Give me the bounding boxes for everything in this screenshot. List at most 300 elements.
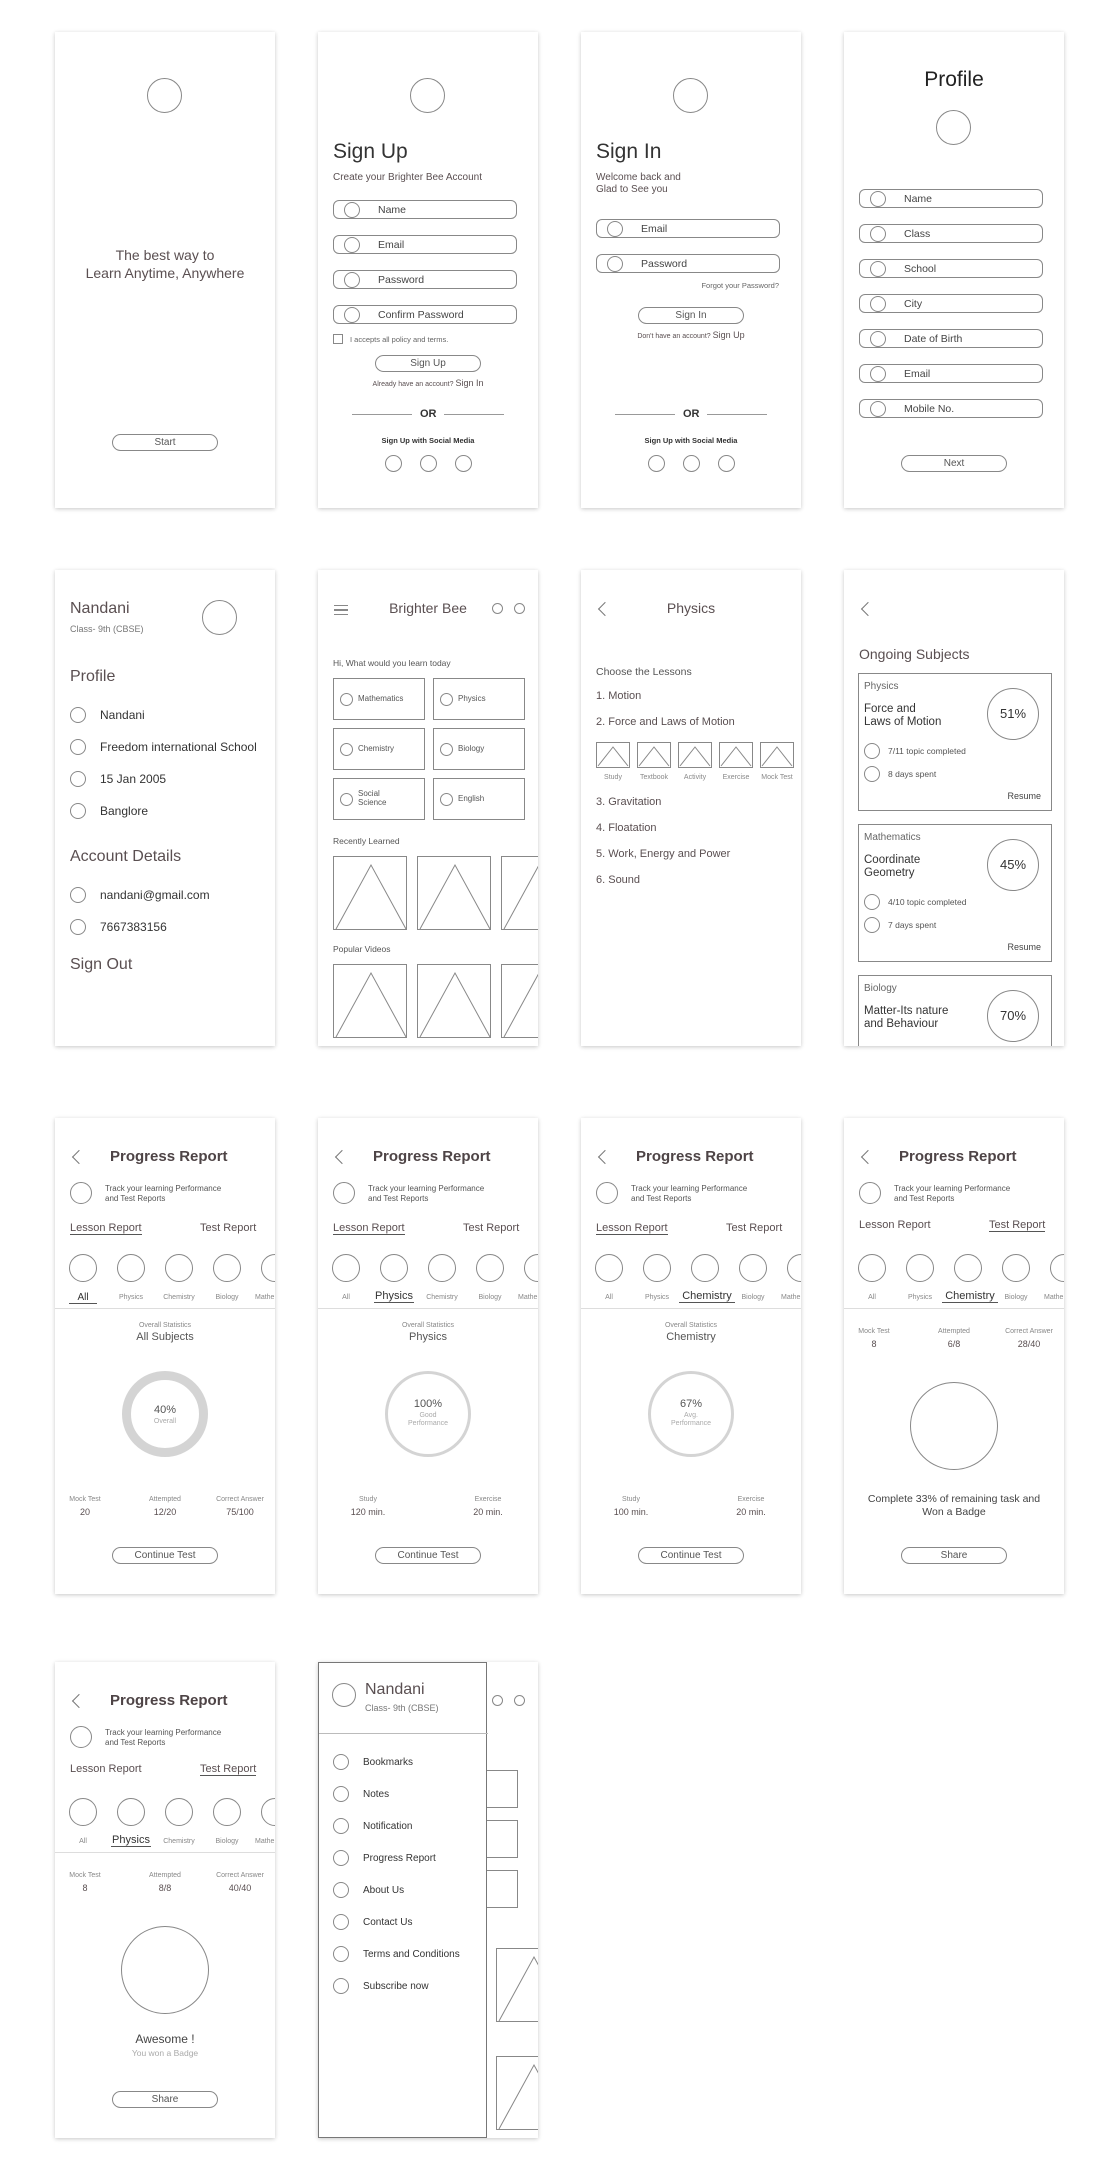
resume-button[interactable]: Resume xyxy=(1007,942,1041,952)
social-icon-1[interactable] xyxy=(385,455,402,472)
user-icon xyxy=(344,202,360,218)
calendar-icon xyxy=(870,331,886,347)
email-field[interactable]: Email xyxy=(859,364,1043,383)
filter-label[interactable]: Mathe xyxy=(518,1294,538,1301)
filter-label[interactable]: Mathe xyxy=(781,1294,801,1301)
divider-left xyxy=(352,414,412,415)
user-icon xyxy=(870,191,886,207)
tab-lesson-report[interactable]: Lesson Report xyxy=(859,1219,931,1231)
chemistry-icon xyxy=(340,743,353,756)
side-drawer: Nandani Class- 9th (CBSE) Bookmarks Notes Notification Progress Report About Us Contact Us Terms and Conditions Subscribe now xyxy=(318,1662,487,2138)
profile-form-screen xyxy=(844,32,1064,508)
background-thumbnail xyxy=(496,1948,538,2022)
lesson-item[interactable]: 3. Gravitation xyxy=(596,796,662,808)
share-button[interactable]: Share xyxy=(112,2091,218,2108)
filter-label[interactable]: All xyxy=(605,1294,613,1301)
social-icon-2[interactable] xyxy=(420,455,437,472)
filter-physics-icon[interactable] xyxy=(906,1254,934,1282)
continue-test-button[interactable]: Continue Test xyxy=(638,1547,744,1564)
track-line2: and Test Reports xyxy=(631,1194,692,1203)
email-icon xyxy=(870,366,886,382)
filter-label[interactable]: Chemistry xyxy=(679,1290,735,1303)
filter-biology-icon[interactable] xyxy=(1002,1254,1030,1282)
lesson-type-textbook[interactable] xyxy=(637,742,671,768)
resume-button[interactable]: Resume xyxy=(1007,791,1041,801)
user-icon xyxy=(70,707,86,723)
choose-lessons-heading: Choose the Lessons xyxy=(596,666,692,678)
email-field[interactable]: Email xyxy=(596,219,780,238)
performance-sublabel-1: Avg. xyxy=(684,1412,698,1419)
password-field[interactable]: Password xyxy=(333,270,517,289)
physics-title: Physics xyxy=(666,600,716,616)
filter-mathematics-icon[interactable] xyxy=(787,1254,801,1282)
tab-test-report[interactable]: Test Report xyxy=(726,1222,783,1234)
filter-label[interactable]: Chemistry xyxy=(163,1294,195,1301)
stat-label: Mock Test xyxy=(69,1872,101,1879)
filter-label[interactable]: Physics xyxy=(112,1834,150,1846)
filter-all-icon[interactable] xyxy=(332,1254,360,1282)
profile-heading: Profile xyxy=(70,668,116,685)
logo-placeholder xyxy=(410,78,445,113)
track-line1: Track your learning Performance xyxy=(894,1184,1011,1193)
bell-icon xyxy=(333,1818,349,1834)
policy-checkbox[interactable] xyxy=(333,334,343,344)
email-icon xyxy=(607,221,623,237)
filter-chemistry-icon[interactable] xyxy=(428,1254,456,1282)
video-thumbnail-1[interactable] xyxy=(333,964,407,1038)
stat-label: Attempted xyxy=(149,1496,181,1503)
divider-right xyxy=(707,414,767,415)
or-divider: OR xyxy=(683,408,700,420)
avatar[interactable] xyxy=(202,600,237,635)
progress-circle: 70% xyxy=(987,990,1039,1042)
badge-message-line2: Won a Badge xyxy=(922,1506,986,1518)
tabs-divider xyxy=(318,1308,538,1309)
card-topic-line1: Coordinate xyxy=(864,854,921,866)
physics-icon xyxy=(440,693,453,706)
signup-link[interactable]: Sign Up xyxy=(712,330,745,340)
avatar-placeholder[interactable] xyxy=(936,110,971,145)
card-topic-line1: Matter-Its nature xyxy=(864,1005,949,1017)
filter-biology-icon[interactable] xyxy=(213,1254,241,1282)
badge-placeholder xyxy=(121,1926,209,2014)
user-class: Class- 9th (CBSE) xyxy=(70,624,144,634)
stat-value: 75/100 xyxy=(226,1507,254,1517)
lesson-type-mock-test[interactable] xyxy=(760,742,794,768)
card-topic-line2: and Behaviour xyxy=(864,1018,939,1030)
math-icon xyxy=(340,693,353,706)
user-name: Nandani xyxy=(70,600,130,617)
progress-title: Progress Report xyxy=(373,1148,491,1165)
back-arrow-icon[interactable] xyxy=(861,602,875,616)
signout-button[interactable]: Sign Out xyxy=(70,956,133,973)
performance-sublabel-1: Good xyxy=(419,1412,437,1419)
clock-icon xyxy=(864,766,880,782)
card-subject: Biology xyxy=(864,983,897,994)
filter-physics-icon[interactable] xyxy=(380,1254,408,1282)
confirm-password-field[interactable]: Confirm Password xyxy=(333,305,517,324)
stat-value: 28/40 xyxy=(1017,1339,1041,1349)
logo-placeholder xyxy=(147,78,182,113)
profile-view-screen: Nandani Class- 9th (CBSE) Profile Nandani Freedom international School 15 Jan 2005 Banglore Account Details nandani@gmail.com 7667383156 Sign Out xyxy=(55,570,275,1046)
tagline-line2: Learn Anytime, Anywhere xyxy=(85,265,245,281)
next-button[interactable]: Next xyxy=(901,455,1007,472)
tabs-divider xyxy=(55,1308,275,1309)
filter-label[interactable]: Chemistry xyxy=(942,1290,998,1303)
report-icon xyxy=(596,1182,618,1204)
lesson-item[interactable]: 2. Force and Laws of Motion xyxy=(596,716,735,728)
search-icon[interactable] xyxy=(492,603,503,614)
stat-label: Correct Answer xyxy=(1005,1328,1053,1335)
social-icon-2[interactable] xyxy=(683,455,700,472)
overall-statistics-label: Overall Statistics xyxy=(401,1322,455,1329)
stat-value: 20 min. xyxy=(473,1507,503,1517)
lesson-type-exercise[interactable] xyxy=(719,742,753,768)
school-field[interactable]: School xyxy=(859,259,1043,278)
continue-test-button[interactable]: Continue Test xyxy=(375,1547,481,1564)
filter-label[interactable]: All xyxy=(79,1838,87,1845)
performance-sublabel-2: Performance xyxy=(407,1420,449,1427)
filter-label[interactable]: Biology xyxy=(215,1294,239,1301)
filter-mathematics-icon[interactable] xyxy=(524,1254,538,1282)
subject-english[interactable]: English xyxy=(433,778,525,820)
stat-label: Correct Answer xyxy=(216,1872,264,1879)
progress-circle: 45% xyxy=(987,839,1039,891)
signin-screen xyxy=(581,32,801,508)
filter-physics-icon[interactable] xyxy=(643,1254,671,1282)
email-field[interactable]: Email xyxy=(333,235,517,254)
progress-title: Progress Report xyxy=(636,1148,754,1165)
filter-all-icon[interactable] xyxy=(858,1254,886,1282)
overall-statistics-label: Overall Statistics xyxy=(664,1322,718,1329)
stat-value: 120 min. xyxy=(350,1507,386,1517)
type-label: Exercise xyxy=(722,774,750,781)
calendar-icon xyxy=(70,771,86,787)
card-topic-line1: Force and xyxy=(864,703,916,715)
type-label: Textbook xyxy=(639,774,669,781)
progress-report-physics xyxy=(318,1118,538,1594)
filter-biology-icon[interactable] xyxy=(476,1254,504,1282)
account-heading: Account Details xyxy=(70,848,182,865)
already-account-text: Already have an account? xyxy=(372,381,454,388)
badge-won-text: You won a Badge xyxy=(131,2048,199,2058)
badge-message-line1: Complete 33% of remaining task and xyxy=(867,1493,1041,1505)
ongoing-subjects-screen xyxy=(844,570,1064,1046)
filter-label[interactable]: Mathe xyxy=(255,1838,275,1845)
filter-mathematics-icon[interactable] xyxy=(1050,1254,1064,1282)
or-divider: OR xyxy=(420,408,437,420)
filter-label[interactable]: Biology xyxy=(1004,1294,1028,1301)
stat-value: 8 xyxy=(82,1883,88,1893)
back-arrow-icon[interactable] xyxy=(72,1694,86,1708)
welcome-line2: Glad to See you xyxy=(596,184,668,195)
selected-subject: Physics xyxy=(409,1331,447,1343)
stat-value: 8 xyxy=(871,1339,877,1349)
track-line1: Track your learning Performance xyxy=(631,1184,748,1193)
welcome-line1: Welcome back and xyxy=(596,172,681,183)
performance-sublabel-2: Performance xyxy=(670,1420,712,1427)
filter-all-icon[interactable] xyxy=(69,1254,97,1282)
document-icon xyxy=(333,1946,349,1962)
tab-test-report[interactable]: Test Report xyxy=(989,1219,1046,1231)
drawer-divider xyxy=(319,1733,488,1734)
stat-label: Exercise xyxy=(474,1496,502,1503)
tab-test-report[interactable]: Test Report xyxy=(200,1763,257,1775)
notification-icon[interactable] xyxy=(514,1695,525,1706)
filter-all-icon[interactable] xyxy=(595,1254,623,1282)
tabs-divider xyxy=(55,1852,275,1853)
filter-label[interactable]: Chemistry xyxy=(426,1294,458,1301)
track-line2: and Test Reports xyxy=(894,1194,955,1203)
password-field[interactable]: Password xyxy=(596,254,780,273)
school-icon xyxy=(70,739,86,755)
social-icon-3[interactable] xyxy=(718,455,735,472)
type-label: Study xyxy=(604,774,622,781)
background-thumbnail xyxy=(496,2056,538,2130)
stat-label: Attempted xyxy=(938,1328,970,1335)
filter-label[interactable]: Chemistry xyxy=(163,1838,195,1845)
card-subject: Physics xyxy=(864,681,899,692)
filter-physics-icon[interactable] xyxy=(117,1798,145,1826)
progress-title: Progress Report xyxy=(899,1148,1017,1165)
lesson-item[interactable]: 1. Motion xyxy=(596,690,642,702)
video-thumbnail-2[interactable] xyxy=(417,964,491,1038)
stat-label: Correct Answer xyxy=(216,1496,264,1503)
biology-icon xyxy=(440,743,453,756)
tab-lesson-report[interactable]: Lesson Report xyxy=(596,1222,668,1234)
progress-circle: 51% xyxy=(987,688,1039,740)
email-icon xyxy=(344,237,360,253)
filter-chemistry-icon[interactable] xyxy=(165,1254,193,1282)
email-icon xyxy=(70,887,86,903)
signup-screen xyxy=(318,32,538,508)
physics-lessons-screen xyxy=(581,570,801,1046)
notification-icon[interactable] xyxy=(514,603,525,614)
video-thumbnail-3[interactable] xyxy=(501,964,538,1038)
drawer-screen xyxy=(318,1662,538,2138)
subject-mathematics[interactable]: Mathematics xyxy=(333,678,425,720)
clock-icon xyxy=(864,917,880,933)
splash-screen xyxy=(55,32,275,508)
signup-button[interactable]: Sign Up xyxy=(375,355,481,372)
filter-label[interactable]: Mathe xyxy=(1044,1294,1064,1301)
school-icon xyxy=(870,261,886,277)
filter-label[interactable]: Biology xyxy=(478,1294,502,1301)
progress-title: Progress Report xyxy=(110,1148,228,1165)
filter-mathematics-icon[interactable] xyxy=(261,1254,275,1282)
ongoing-title: Ongoing Subjects xyxy=(859,646,970,662)
lesson-item[interactable]: 4. Floatation xyxy=(596,822,657,834)
tab-lesson-report[interactable]: Lesson Report xyxy=(70,1763,142,1775)
phone-icon xyxy=(70,919,86,935)
social-label: Sign Up with Social Media xyxy=(381,436,475,445)
subject-biology[interactable]: Biology xyxy=(433,728,525,770)
back-arrow-icon[interactable] xyxy=(335,1150,349,1164)
class-icon xyxy=(870,226,886,242)
tab-lesson-report[interactable]: Lesson Report xyxy=(70,1222,142,1234)
dob-field[interactable]: Date of Birth xyxy=(859,329,1043,348)
logo-placeholder xyxy=(673,78,708,113)
test-report-physics xyxy=(55,1662,275,2138)
filter-chemistry-icon[interactable] xyxy=(165,1798,193,1826)
recent-thumbnail-2[interactable] xyxy=(417,856,491,930)
social-icon-3[interactable] xyxy=(455,455,472,472)
stat-label: Study xyxy=(622,1496,640,1503)
stat-value: 12/20 xyxy=(153,1507,177,1517)
search-icon[interactable] xyxy=(492,1695,503,1706)
name-field[interactable]: Name xyxy=(333,200,517,219)
forgot-password-link[interactable]: Forgot your Password? xyxy=(701,281,779,290)
overall-percent: 40% xyxy=(153,1404,177,1416)
stat-label: Study xyxy=(359,1496,377,1503)
social-science-icon xyxy=(340,793,353,806)
filter-label[interactable]: Physics xyxy=(118,1294,144,1301)
share-button[interactable]: Share xyxy=(901,1547,1007,1564)
filter-chemistry-icon[interactable] xyxy=(691,1254,719,1282)
subject-social-science[interactable]: Social Science xyxy=(333,778,425,820)
app-title: Brighter Bee xyxy=(389,600,467,616)
filter-chemistry-icon[interactable] xyxy=(954,1254,982,1282)
subject-card-mathematics[interactable]: Mathematics Coordinate Geometry 45% 4/10 topic completed 7 days spent Resume xyxy=(858,824,1052,962)
stat-label: Mock Test xyxy=(69,1496,101,1503)
signin-button[interactable]: Sign In xyxy=(638,307,744,324)
lesson-item[interactable]: 6. Sound xyxy=(596,874,641,886)
card-subject: Mathematics xyxy=(864,832,921,843)
mobile-field[interactable]: Mobile No. xyxy=(859,399,1043,418)
overall-statistics-label: Overall Statistics xyxy=(138,1322,192,1329)
social-icon-1[interactable] xyxy=(648,455,665,472)
filter-all-icon[interactable] xyxy=(69,1798,97,1826)
stat-label: Attempted xyxy=(149,1872,181,1879)
lock-icon xyxy=(344,272,360,288)
stat-value: 8/8 xyxy=(158,1883,172,1893)
progress-title: Progress Report xyxy=(110,1692,228,1709)
selected-subject: Chemistry xyxy=(666,1331,716,1343)
tab-test-report[interactable]: Test Report xyxy=(200,1222,257,1234)
check-icon xyxy=(864,894,880,910)
filter-biology-icon[interactable] xyxy=(213,1798,241,1826)
start-button[interactable]: Start xyxy=(112,434,218,451)
popular-videos-heading: Popular Videos xyxy=(333,944,391,954)
track-line2: and Test Reports xyxy=(105,1738,166,1747)
subject-card-biology[interactable] xyxy=(858,975,1052,1046)
track-line2: and Test Reports xyxy=(368,1194,429,1203)
filter-label[interactable]: All xyxy=(342,1294,350,1301)
city-icon xyxy=(870,296,886,312)
report-icon xyxy=(70,1182,92,1204)
info-icon xyxy=(333,1882,349,1898)
stat-value: 20 min. xyxy=(736,1507,766,1517)
divider-right xyxy=(444,414,504,415)
tab-test-report[interactable]: Test Report xyxy=(463,1222,520,1234)
back-arrow-icon[interactable] xyxy=(72,1150,86,1164)
awesome-text: Awesome ! xyxy=(135,2032,195,2046)
lock-icon xyxy=(607,256,623,272)
subject-physics[interactable]: Physics xyxy=(433,678,525,720)
signin-title: Sign In xyxy=(596,140,662,163)
report-icon xyxy=(70,1726,92,1748)
avatar[interactable] xyxy=(332,1683,356,1707)
report-icon xyxy=(859,1182,881,1204)
stat-value: 100 min. xyxy=(613,1507,649,1517)
report-icon xyxy=(333,1182,355,1204)
social-label: Sign Up with Social Media xyxy=(644,436,738,445)
lesson-type-activity[interactable] xyxy=(678,742,712,768)
card-topic-line2: Geometry xyxy=(864,867,915,879)
filter-label[interactable]: Physics xyxy=(907,1294,933,1301)
signin-link[interactable]: Sign In xyxy=(455,378,484,388)
performance-percent: 67% xyxy=(679,1398,703,1410)
back-arrow-icon[interactable] xyxy=(598,1150,612,1164)
phone-icon xyxy=(870,401,886,417)
recently-learned-heading: Recently Learned xyxy=(333,836,400,846)
tabs-divider xyxy=(581,1308,801,1309)
type-label: Mock Test xyxy=(761,774,793,781)
lock-icon xyxy=(344,307,360,323)
lesson-item[interactable]: 5. Work, Energy and Power xyxy=(596,848,731,860)
subject-card-physics[interactable]: Physics Force and Laws of Motion 51% 7/11 topic completed 8 days spent Resume xyxy=(858,673,1052,811)
filter-label[interactable]: Biology xyxy=(215,1838,239,1845)
back-arrow-icon[interactable] xyxy=(861,1150,875,1164)
track-line1: Track your learning Performance xyxy=(368,1184,485,1193)
class-field[interactable]: Class xyxy=(859,224,1043,243)
progress-report-all xyxy=(55,1118,275,1594)
city-field[interactable]: City xyxy=(859,294,1043,313)
lesson-type-study[interactable] xyxy=(596,742,630,768)
name-field[interactable]: Name xyxy=(859,189,1043,208)
chart-icon xyxy=(333,1850,349,1866)
check-icon xyxy=(864,743,880,759)
filter-label[interactable]: All xyxy=(868,1294,876,1301)
filter-label[interactable]: Mathe xyxy=(255,1294,275,1301)
track-line1: Track your learning Performance xyxy=(105,1728,222,1737)
filter-mathematics-icon[interactable] xyxy=(261,1798,275,1826)
card-topic-line2: Laws of Motion xyxy=(864,716,942,728)
home-screen xyxy=(318,570,538,1046)
filter-physics-icon[interactable] xyxy=(117,1254,145,1282)
location-icon xyxy=(70,803,86,819)
tab-lesson-report[interactable]: Lesson Report xyxy=(333,1222,405,1234)
notes-icon xyxy=(333,1786,349,1802)
badge-placeholder xyxy=(910,1382,998,1470)
stat-value: 6/8 xyxy=(947,1339,961,1349)
tabs-divider xyxy=(844,1308,1064,1309)
no-account-text: Don't have an account? xyxy=(637,333,711,340)
track-line1: Track your learning Performance xyxy=(105,1184,222,1193)
greeting: Hi, What would you learn today xyxy=(333,658,451,668)
policy-label: I accepts all policy and terms. xyxy=(350,335,449,344)
filter-biology-icon[interactable] xyxy=(739,1254,767,1282)
continue-test-button[interactable]: Continue Test xyxy=(112,1547,218,1564)
bookmark-icon xyxy=(333,1754,349,1770)
selected-subject: All Subjects xyxy=(136,1331,194,1343)
type-label: Activity xyxy=(683,774,707,781)
profile-title: Profile xyxy=(924,68,984,91)
recent-thumbnail-3[interactable] xyxy=(501,856,538,930)
filter-label[interactable]: Physics xyxy=(644,1294,670,1301)
signup-subtitle: Create your Brighter Bee Account xyxy=(333,172,482,183)
stat-label: Exercise xyxy=(737,1496,765,1503)
filter-label[interactable]: Physics xyxy=(375,1290,413,1302)
stat-value: 40/40 xyxy=(228,1883,252,1893)
signup-title: Sign Up xyxy=(333,140,408,163)
filter-label[interactable]: Biology xyxy=(741,1294,765,1301)
subject-chemistry[interactable]: Chemistry xyxy=(333,728,425,770)
english-icon xyxy=(440,793,453,806)
filter-label[interactable]: All xyxy=(69,1292,97,1304)
recent-thumbnail-1[interactable] xyxy=(333,856,407,930)
stat-value: 20 xyxy=(79,1507,90,1517)
